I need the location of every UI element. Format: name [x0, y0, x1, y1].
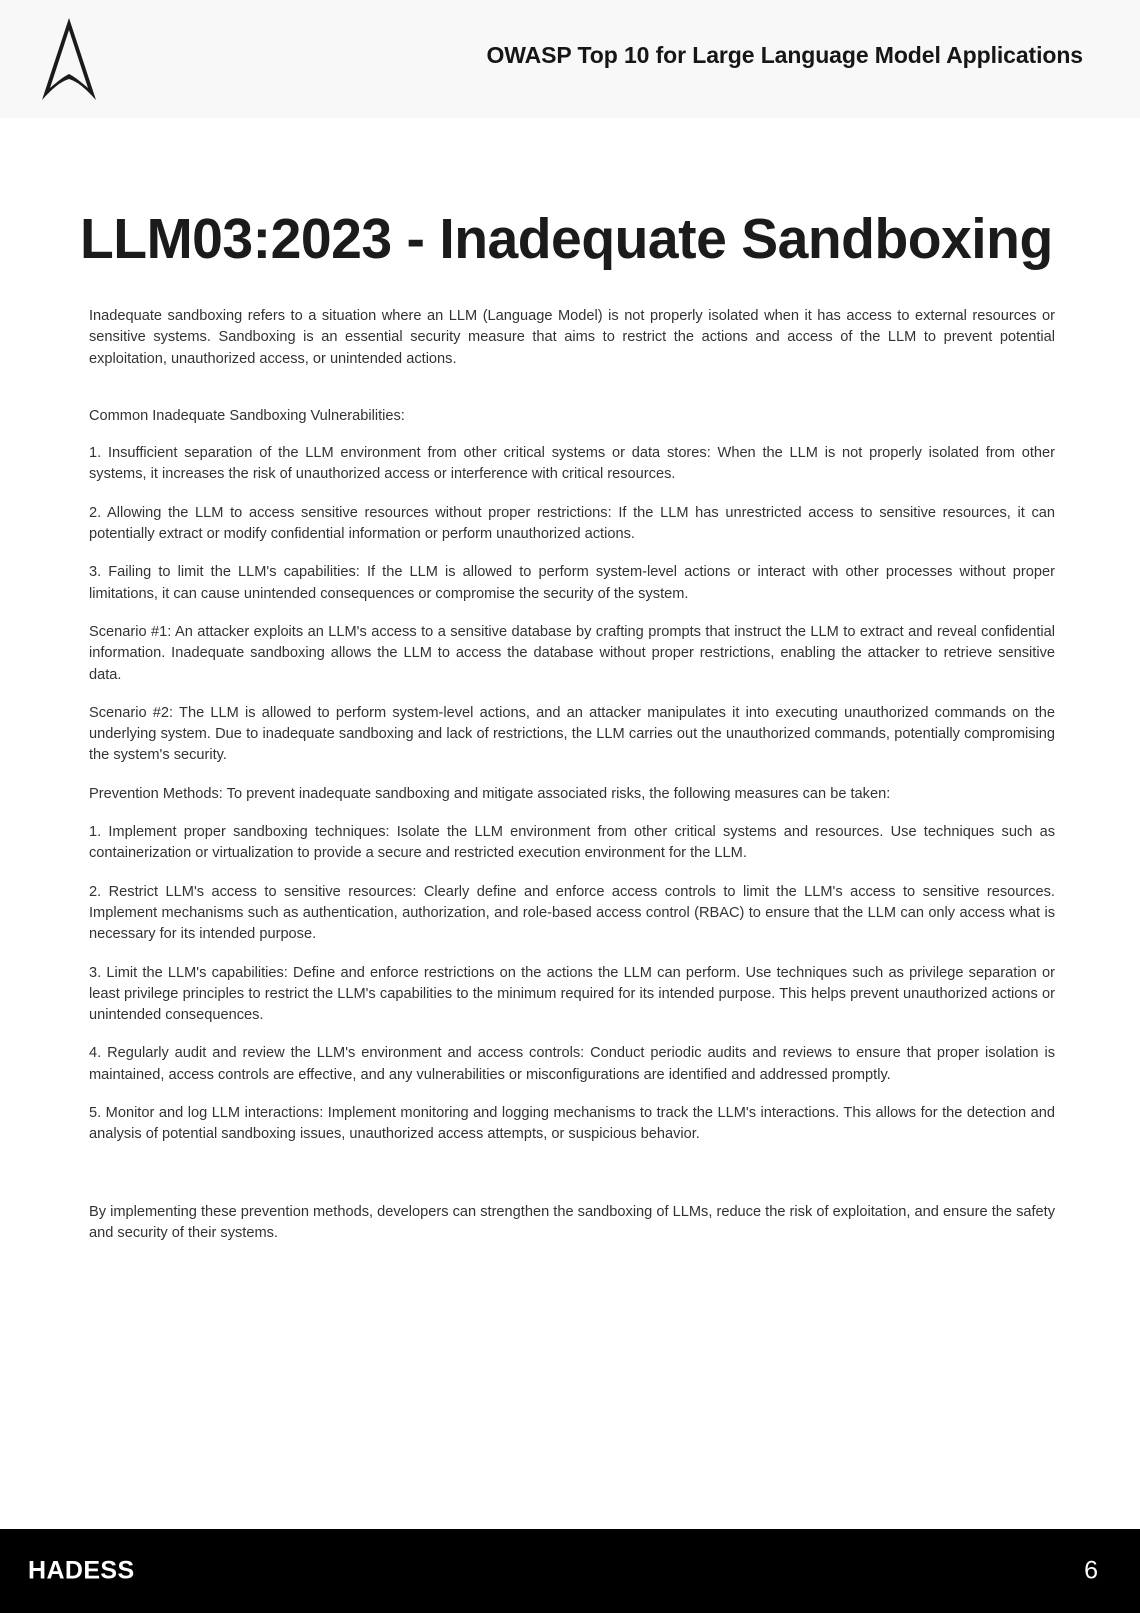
footer-brand-hadess: HADESS	[28, 1556, 135, 1585]
list-item-prevention-4: 4. Regularly audit and review the LLM's environment and access controls: Conduct periodic audits and reviews to ensure that proper isolation is maintained, access controls are effective, and any vulnerabilities or misconfigurations are identified and addressed promptly.	[89, 1045, 1055, 1083]
heading-prevention-methods: Prevention Methods: To prevent inadequate sandboxing and mitigate associated risks, the following measures can be taken:	[89, 785, 891, 802]
paragraph-scenario-2: Scenario #2: The LLM is allowed to perform system-level actions, and an attacker manipulates it into executing unauthorized commands on the underlying system. Due to inadequate sandboxing and lack of restrictions, the LLM carries out the unauthorized commands, potentially compromising the system's security.	[89, 704, 1055, 764]
page-title: LLM03:2023 - Inadequate Sandboxing	[80, 207, 1053, 272]
list-item-vulnerability-1: 1. Insufficient separation of the LLM environment from other critical systems or data stores: When the LLM is not properly isolated from other systems, it increases the risk of unauthorized access or interference with critical resources.	[89, 445, 1055, 483]
list-item-prevention-1: 1. Implement proper sandboxing techniques: Isolate the LLM environment from other critical systems and resources. Use techniques such as containerization or virtualization to provide a secure and restricted execution environment for the LLM.	[89, 824, 1055, 862]
list-item-prevention-3: 3. Limit the LLM's capabilities: Define and enforce restrictions on the actions the LLM can perform. Use techniques such as privilege separation or least privilege principles to restrict the LLM's capabilities to the minimum required for its intended purpose. This helps prevent unauthorized actions or unintended consequences.	[89, 964, 1055, 1024]
list-item-vulnerability-2: 2. Allowing the LLM to access sensitive resources without proper restrictions: If the LLM has unrestricted access to sensitive resources, it can potentially extract or modify confidential information or perform unauthorized actions.	[89, 504, 1055, 543]
page-header	[0, 0, 1140, 118]
list-item-prevention-2: 2. Restrict LLM's access to sensitive resources: Clearly define and enforce access controls to limit the LLM's access to sensitive resources. Implement mechanisms such as authentication, authorization, and role-based access control (RBAC) to ensure that the LLM can only access what is necessary for its intended purpose.	[89, 883, 1055, 943]
list-item-vulnerability-3: 3. Failing to limit the LLM's capabilities: If the LLM is allowed to perform system-level actions or interact with other processes without proper limitations, it can cause unintended consequences or compromise the security of the system.	[89, 564, 1055, 602]
header-title: OWASP Top 10 for Large Language Model Applications	[486, 42, 1083, 68]
document-content	[89, 306, 1055, 1244]
list-item-prevention-5: 5. Monitor and log LLM interactions: Implement monitoring and logging mechanisms to track the LLM's interactions. This allows for the detection and analysis of potential sandboxing issues, unauthorized access attempts, or suspicious behavior.	[89, 1105, 1055, 1143]
page-body	[0, 118, 1140, 1529]
heading-common-vulnerabilities: Common Inadequate Sandboxing Vulnerabilities:	[89, 407, 405, 424]
hadess-spearhead-logo-icon	[38, 16, 100, 108]
paragraph-conclusion: By implementing these prevention methods, developers can strengthen the sandboxing of LLMs, reduce the risk of exploitation, and ensure the safety and security of their systems.	[89, 1203, 1055, 1241]
paragraph-intro: Inadequate sandboxing refers to a situation where an LLM (Language Model) is not properly isolated when it has access to external resources or sensitive systems. Sandboxing is an essential security measure that aims to restrict the actions and access of the LLM to prevent potential exploitation, unauthorized access, or unintended actions.	[89, 308, 1055, 367]
footer-page-number: 6	[1084, 1556, 1098, 1585]
page-footer	[0, 1529, 1140, 1613]
paragraph-scenario-1: Scenario #1: An attacker exploits an LLM's access to a sensitive database by crafting prompts that instruct the LLM to extract and reveal confidential information. Inadequate sandboxing allows the LLM to access the database without proper restrictions, enabling the attacker to retrieve sensitive data.	[89, 623, 1055, 683]
